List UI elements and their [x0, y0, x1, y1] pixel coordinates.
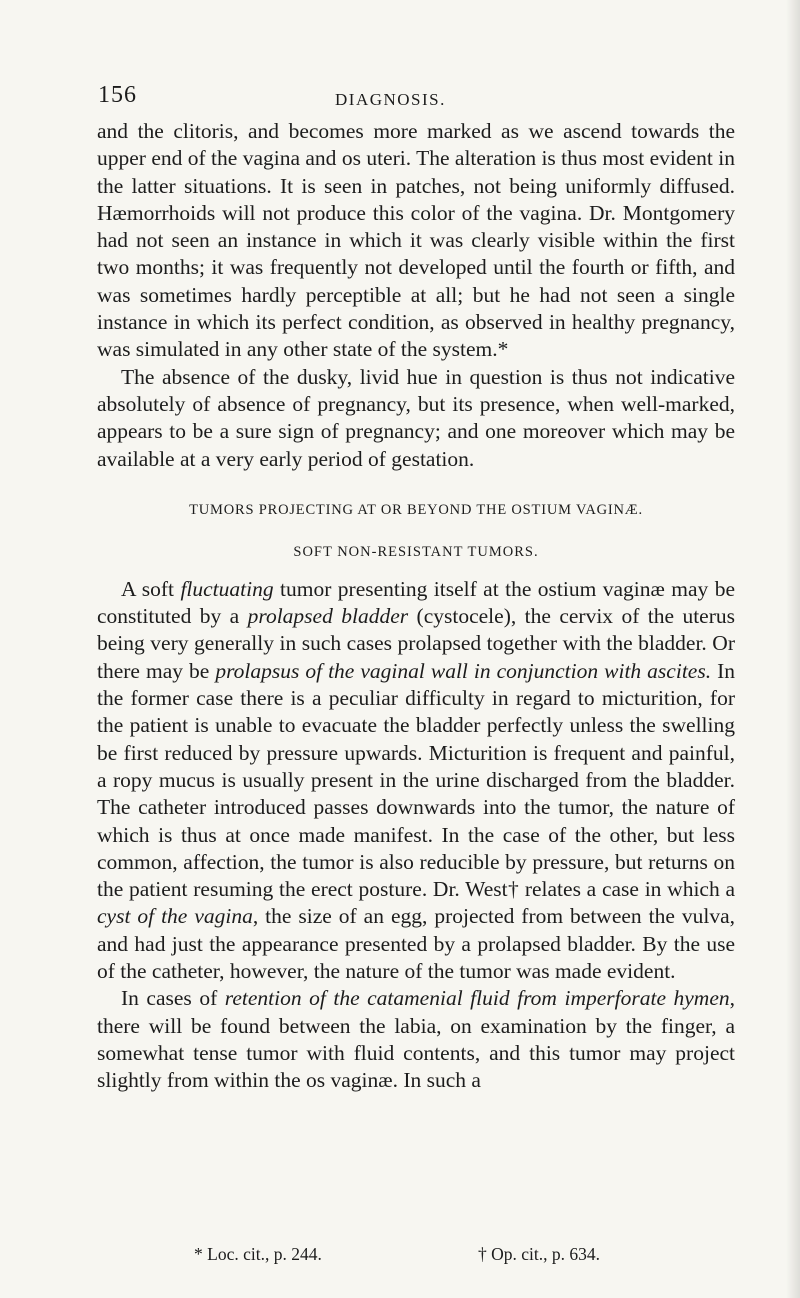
paragraph-3: [97, 576, 735, 985]
paragraph-4-italic-1: retention of the catamenial fluid from imperforate hymen: [224, 986, 730, 1011]
footnote-1: * Loc. cit., p. 244.: [194, 1244, 322, 1264]
body-text: [97, 118, 735, 1095]
paragraph-3-italic-4: cyst of the vagina: [97, 904, 253, 929]
page-number: 156: [98, 82, 137, 108]
paragraph-3-text-5: , the size of an egg, projected from between the vulva, and had just the appearance presented by a prolapsed bladder. By the use of the catheter, however, the nature of the tumor was made evident.: [97, 904, 736, 984]
running-head: DIAGNOSIS.: [335, 90, 446, 109]
paragraph-2: The absence of the dusky, livid hue in question is thus not indicative absolutely of absence of pregnancy, but its presence, when well-marked, appears to be a sure sign of pregnancy; and one moreover which may be available at a very early period of gestation.: [97, 364, 735, 471]
paragraph-4-text-2: , there will be found between the labia, on examination by the finger, a somewhat tense tumor with fluid contents, and this tumor may project slightly from within the os vaginæ. In such a: [97, 986, 735, 1093]
paragraph-3-text-2: tumor presenting itself at the ostium vaginæ may be constituted by a: [97, 576, 736, 629]
paragraph-3-italic-3: prolapsus of the vaginal wall in conjunction with ascites.: [215, 658, 712, 683]
paragraph-1: and the clitoris, and becomes more marked as we ascend towards the upper end of the vagina and os uteri. The alteration is thus most evident in the latter situations. It is seen in patches, not being uniformly diffused. Hæmorrhoids will not produce this color of the vagina. Dr. Montgomery had not seen an instance in which it was clearly visible within the first two months; it was frequently not developed until the fourth or fifth, and was sometimes hardly perceptible at all; but he had not seen a single instance in which its perfect condition, as observed in healthy pregnancy, was simulated in any other state of the system.*: [97, 119, 735, 362]
paragraph-3-text-3: (cystocele), the cervix of the uterus being very generally in such cases prolapsed together with the bladder. Or there may be: [97, 604, 735, 683]
page-edge-shadow: [786, 0, 800, 1298]
paragraph-3-text-1: A soft: [121, 576, 181, 601]
paragraph-3-italic-2: prolapsed bladder: [247, 604, 409, 629]
footnote-2: † Op. cit., p. 634.: [478, 1244, 601, 1264]
paragraph-4-text-1: In cases of: [121, 986, 225, 1011]
paragraph-4: [97, 985, 735, 1094]
subsection-heading: SOFT NON-RESISTANT TUMORS.: [293, 543, 539, 560]
paragraph-3-italic-1: fluctuating: [180, 576, 274, 601]
section-heading: TUMORS PROJECTING AT OR BEYOND THE OSTIUM VAGINÆ.: [189, 501, 643, 518]
paragraph-3-text-4: In the former case there is a peculiar difficulty in regard to micturition, for the patient is unable to evacuate the bladder perfectly unless the swelling be first reduced by pressure upwards. Micturition is frequent and painful, a ropy mucus is usually present in the urine discharged from the bladder. The catheter introduced passes downwards into the tumor, the nature of which is thus at once made manifest. In the case of the other, but less common, affection, the tumor is also reducible by pressure, but returns on the patient resuming the erect posture. Dr. West† relates a case in which a: [97, 658, 735, 902]
